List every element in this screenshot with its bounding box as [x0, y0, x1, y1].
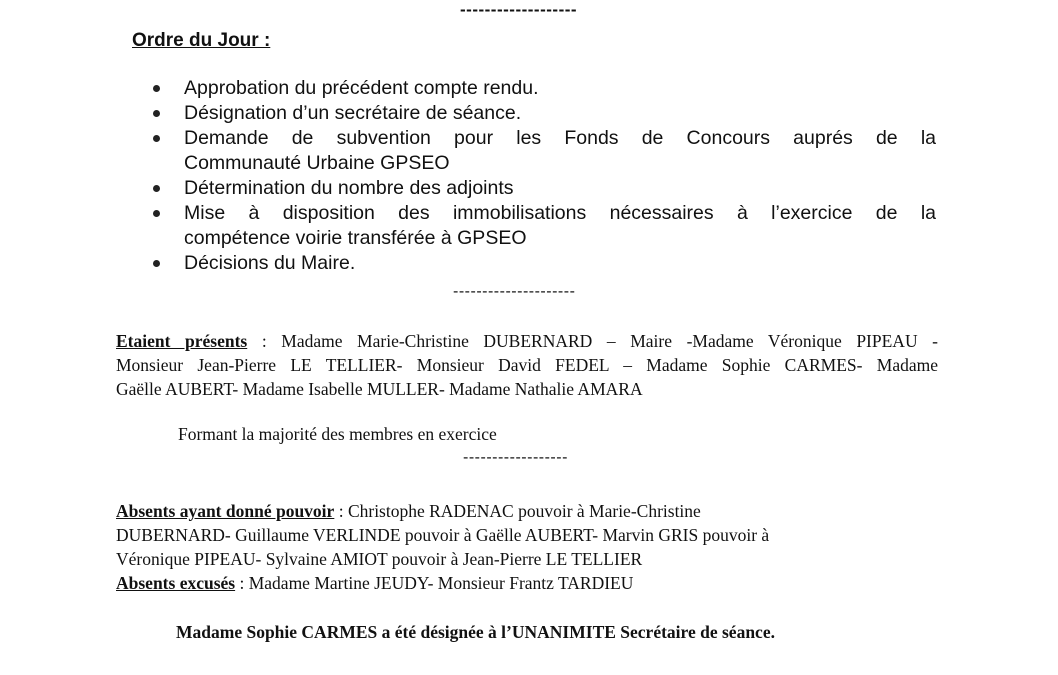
bullet-icon: [153, 185, 160, 192]
agenda-list: [150, 76, 936, 276]
absents-excuses-label: Absents excusés: [116, 573, 236, 593]
absents-excuses-text: : Madame Martine JEUDY- Monsieur Frantz TARDIEU: [235, 573, 634, 593]
agenda-item: [150, 76, 936, 101]
agenda-item-text: Désignation d’un secrétaire de séance.: [184, 102, 522, 124]
absents-paragraph: [116, 499, 836, 595]
absents-excuses-line: [116, 571, 836, 595]
agenda-item: [150, 126, 936, 176]
presents-line-1: [116, 329, 938, 353]
absents-pouvoir-label: Absents ayant donné pouvoir: [116, 501, 335, 521]
bullet-icon: [153, 135, 160, 142]
presents-label: Etaient présents: [116, 331, 248, 351]
separator-middle: ---------------------: [453, 283, 576, 300]
agenda-item: [150, 176, 936, 201]
absents-line-1: [116, 499, 836, 523]
secretary-designation: Madame Sophie CARMES a été désignée à l’UNANIMITE Secrétaire de séance.: [176, 622, 775, 642]
agenda-item-text: Mise à disposition des immobilisations nécessaires à l’exercice de la: [184, 202, 936, 224]
separator-top: -------------------: [460, 0, 578, 19]
presents-paragraph: [116, 329, 938, 401]
majorite-text: Formant la majorité des membres en exercice: [178, 424, 497, 444]
agenda-item-text: Détermination du nombre des adjoints: [184, 177, 514, 199]
agenda-item: [150, 201, 936, 251]
bullet-icon: [153, 210, 160, 217]
agenda-item-text: Approbation du précédent compte rendu.: [184, 77, 539, 99]
agenda-item-text: Demande de subvention pour les Fonds de Concours auprés de la: [184, 127, 936, 149]
absents-pouvoir-text: : Christophe RADENAC pouvoir à Marie-Christine: [334, 501, 701, 521]
agenda-item-text: Décisions du Maire.: [184, 252, 356, 274]
separator-lower: ------------------: [463, 449, 568, 466]
presents-text: : Madame Marie-Christine DUBERNARD – Maire -Madame Véronique PIPEAU -: [247, 331, 938, 351]
bullet-icon: [153, 260, 160, 267]
absents-line-3: Véronique PIPEAU- Sylvaine AMIOT pouvoir à Jean-Pierre LE TELLIER: [116, 549, 643, 569]
absents-line-2: DUBERNARD- Guillaume VERLINDE pouvoir à Gaëlle AUBERT- Marvin GRIS pouvoir à: [116, 525, 770, 545]
agenda-item-text-continued: compétence voirie transférée à GPSEO: [184, 227, 527, 249]
presents-line-2: Monsieur Jean-Pierre LE TELLIER- Monsieur David FEDEL – Madame Sophie CARMES- Madame: [116, 355, 938, 375]
presents-line-3: Gaëlle AUBERT- Madame Isabelle MULLER- Madame Nathalie AMARA: [116, 379, 643, 399]
agenda-item: [150, 101, 936, 126]
bullet-icon: [153, 85, 160, 92]
bullet-icon: [153, 110, 160, 117]
agenda-heading: Ordre du Jour :: [132, 30, 271, 51]
agenda-item-text-continued: Communauté Urbaine GPSEO: [184, 152, 450, 174]
agenda-item: [150, 251, 936, 276]
